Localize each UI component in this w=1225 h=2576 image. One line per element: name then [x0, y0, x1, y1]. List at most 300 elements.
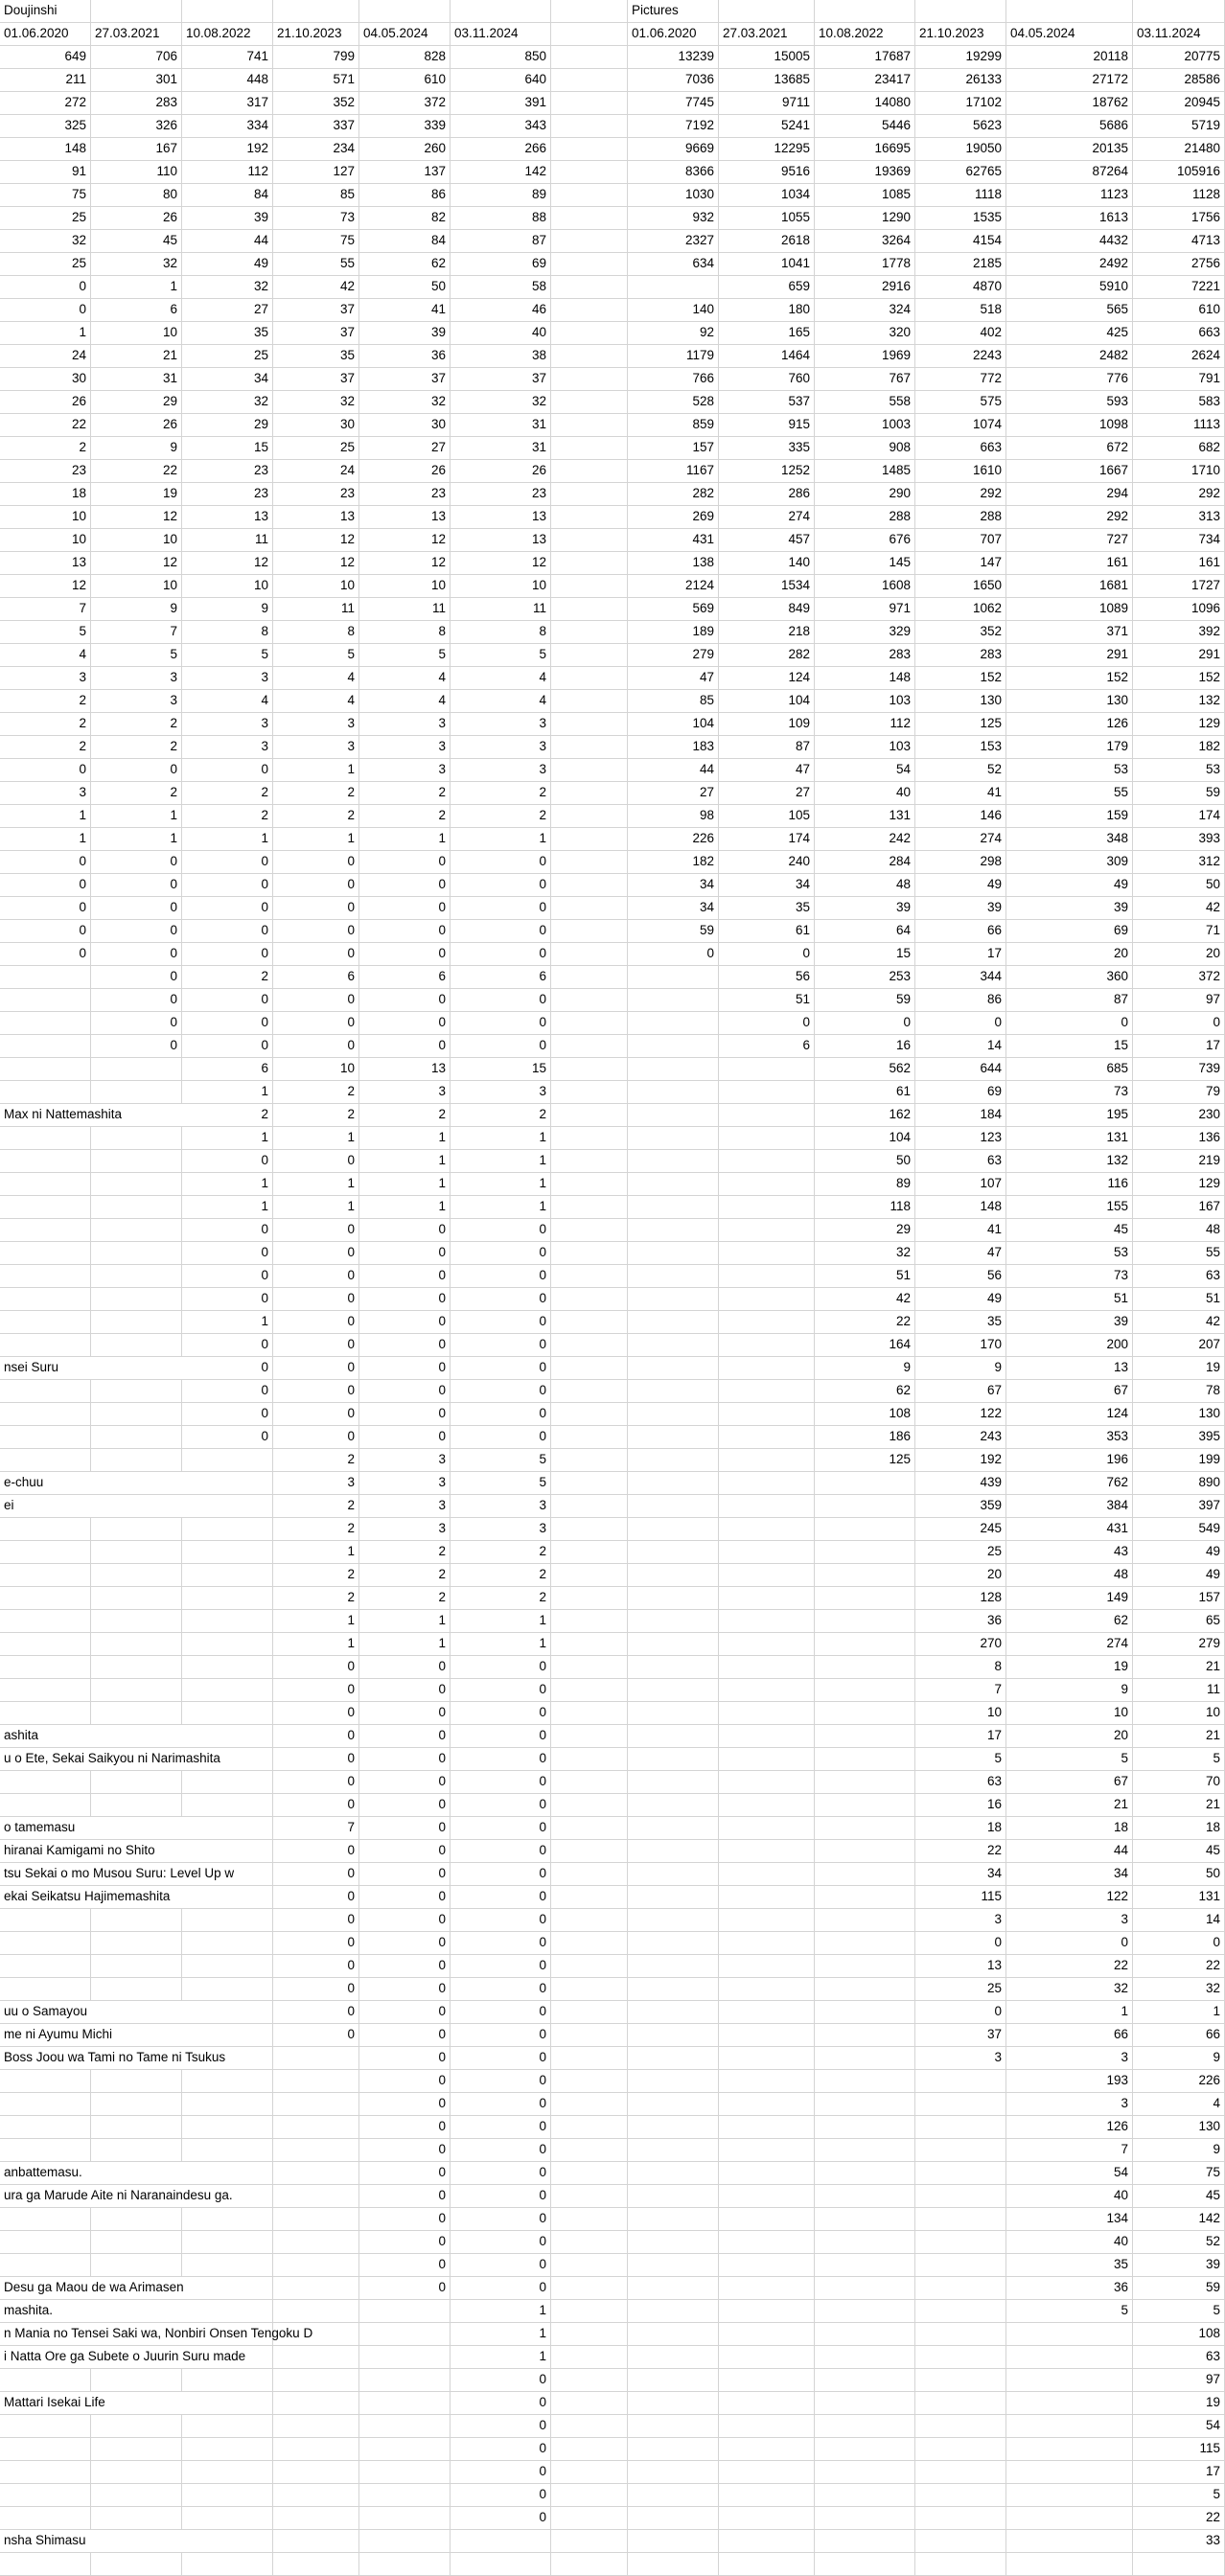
doujinshi-value-cell[interactable]: 0	[359, 1794, 451, 1817]
sheet-cell[interactable]	[628, 1495, 719, 1518]
pictures-value-cell[interactable]: 292	[1006, 506, 1133, 529]
pictures-value-cell[interactable]: 0	[1133, 1932, 1225, 1955]
doujinshi-value-cell[interactable]: 1	[0, 322, 91, 345]
pictures-value-cell[interactable]: 179	[1006, 736, 1133, 759]
sheet-cell[interactable]	[719, 1449, 815, 1472]
doujinshi-value-cell[interactable]: 0	[273, 1150, 359, 1173]
pictures-value-cell[interactable]: 663	[1133, 322, 1225, 345]
pictures-value-cell[interactable]: 145	[815, 552, 915, 575]
sheet-cell[interactable]	[551, 115, 628, 138]
doujinshi-value-cell[interactable]: 15	[182, 437, 273, 460]
sheet-cell[interactable]	[273, 2530, 359, 2553]
pictures-value-cell[interactable]: 20118	[1006, 46, 1133, 69]
sheet-cell[interactable]	[815, 1748, 915, 1771]
pictures-value-cell[interactable]: 762	[1006, 1472, 1133, 1495]
pictures-value-cell[interactable]: 282	[719, 644, 815, 667]
date-header-cell[interactable]: 04.05.2024	[359, 23, 451, 46]
pictures-value-cell[interactable]: 298	[915, 851, 1006, 874]
pictures-value-cell[interactable]: 0	[815, 1012, 915, 1035]
sheet-cell[interactable]	[91, 1219, 182, 1242]
pictures-value-cell[interactable]: 1650	[915, 575, 1006, 598]
doujinshi-value-cell[interactable]: 0	[451, 1242, 551, 1265]
sheet-cell[interactable]	[0, 1955, 91, 1978]
sheet-cell[interactable]	[719, 1127, 815, 1150]
doujinshi-value-cell[interactable]: 23	[451, 483, 551, 506]
sheet-cell[interactable]	[91, 1058, 182, 1081]
pictures-value-cell[interactable]: 685	[1006, 1058, 1133, 1081]
pictures-value-cell[interactable]: 180	[719, 299, 815, 322]
doujinshi-value-cell[interactable]: 3	[91, 667, 182, 690]
pictures-value-cell[interactable]: 20	[1006, 1725, 1133, 1748]
sheet-cell[interactable]	[91, 1564, 182, 1587]
pictures-value-cell[interactable]: 0	[915, 1012, 1006, 1035]
sheet-cell[interactable]	[719, 1587, 815, 1610]
doujinshi-value-cell[interactable]: 84	[182, 184, 273, 207]
pictures-value-cell[interactable]: 392	[1133, 621, 1225, 644]
sheet-cell[interactable]	[719, 2162, 815, 2185]
pictures-value-cell[interactable]: 85	[628, 690, 719, 713]
sheet-cell[interactable]	[719, 2415, 815, 2438]
sheet-cell[interactable]	[628, 1288, 719, 1311]
doujinshi-value-cell[interactable]: 0	[359, 1978, 451, 2001]
sheet-cell[interactable]	[91, 2093, 182, 2116]
doujinshi-value-cell[interactable]: 0	[182, 1242, 273, 1265]
doujinshi-value-cell[interactable]: 10	[91, 575, 182, 598]
sheet-cell[interactable]	[551, 1449, 628, 1472]
pictures-value-cell[interactable]: 142	[1133, 2208, 1225, 2231]
date-header-cell[interactable]: 03.11.2024	[451, 23, 551, 46]
sheet-cell[interactable]	[0, 1702, 91, 1725]
sheet-cell[interactable]	[551, 0, 628, 23]
sheet-cell[interactable]	[915, 2116, 1006, 2139]
sheet-cell[interactable]	[551, 1058, 628, 1081]
sheet-cell[interactable]	[1006, 2323, 1133, 2346]
pictures-value-cell[interactable]: 131	[815, 805, 915, 828]
pictures-value-cell[interactable]: 92	[628, 322, 719, 345]
doujinshi-value-cell[interactable]: 6	[359, 966, 451, 989]
pictures-value-cell[interactable]: 71	[1133, 920, 1225, 943]
pictures-value-cell[interactable]: 5	[1133, 2300, 1225, 2323]
doujinshi-value-cell[interactable]: 0	[91, 851, 182, 874]
sheet-cell[interactable]	[719, 1863, 815, 1886]
sheet-cell[interactable]	[551, 552, 628, 575]
doujinshi-value-cell[interactable]: 30	[0, 368, 91, 391]
pictures-value-cell[interactable]: 1128	[1133, 184, 1225, 207]
sheet-cell[interactable]	[359, 2553, 451, 2576]
pictures-value-cell[interactable]: 63	[1133, 1265, 1225, 1288]
doujinshi-value-cell[interactable]: 0	[182, 874, 273, 897]
sheet-cell[interactable]	[815, 2392, 915, 2415]
pictures-value-cell[interactable]: 286	[719, 483, 815, 506]
pictures-value-cell[interactable]: 97	[1133, 2369, 1225, 2392]
sheet-cell[interactable]	[91, 0, 182, 23]
sheet-cell[interactable]	[0, 1311, 91, 1334]
pictures-value-cell[interactable]: 105	[719, 805, 815, 828]
sheet-cell[interactable]	[915, 2139, 1006, 2162]
doujinshi-value-cell[interactable]: 112	[182, 161, 273, 184]
doujinshi-value-cell[interactable]: 0	[359, 1863, 451, 1886]
pictures-value-cell[interactable]: 313	[1133, 506, 1225, 529]
doujinshi-value-cell[interactable]: 0	[273, 1794, 359, 1817]
pictures-value-cell[interactable]: 0	[719, 1012, 815, 1035]
pictures-value-cell[interactable]: 0	[915, 1932, 1006, 1955]
row-label-cell[interactable]: ekai Seikatsu Hajimemashita	[0, 1886, 249, 1909]
sheet-cell[interactable]	[551, 1610, 628, 1633]
pictures-value-cell[interactable]: 65	[1133, 1610, 1225, 1633]
doujinshi-value-cell[interactable]: 0	[359, 1817, 451, 1840]
doujinshi-value-cell[interactable]: 0	[359, 1357, 451, 1380]
doujinshi-value-cell[interactable]: 0	[91, 989, 182, 1012]
doujinshi-value-cell[interactable]: 11	[273, 598, 359, 621]
pictures-value-cell[interactable]: 130	[1133, 2116, 1225, 2139]
sheet-cell[interactable]	[815, 2070, 915, 2093]
sheet-cell[interactable]	[915, 2323, 1006, 2346]
pictures-value-cell[interactable]: 87264	[1006, 161, 1133, 184]
sheet-cell[interactable]	[451, 0, 551, 23]
sheet-cell[interactable]	[551, 1955, 628, 1978]
sheet-cell[interactable]	[551, 1518, 628, 1541]
sheet-cell[interactable]	[628, 2024, 719, 2047]
pictures-value-cell[interactable]: 1179	[628, 345, 719, 368]
sheet-cell[interactable]	[628, 1679, 719, 1702]
pictures-value-cell[interactable]: 41	[915, 782, 1006, 805]
pictures-value-cell[interactable]: 61	[815, 1081, 915, 1104]
sheet-cell[interactable]	[91, 2484, 182, 2507]
doujinshi-value-cell[interactable]: 40	[451, 322, 551, 345]
doujinshi-value-cell[interactable]: 3	[359, 1495, 451, 1518]
pictures-value-cell[interactable]: 9516	[719, 161, 815, 184]
sheet-cell[interactable]	[182, 1955, 273, 1978]
doujinshi-value-cell[interactable]: 6	[91, 299, 182, 322]
pictures-value-cell[interactable]: 104	[815, 1127, 915, 1150]
sheet-cell[interactable]	[359, 2438, 451, 2461]
sheet-cell[interactable]	[551, 529, 628, 552]
sheet-cell[interactable]	[815, 1518, 915, 1541]
doujinshi-value-cell[interactable]: 1	[182, 1311, 273, 1334]
doujinshi-value-cell[interactable]: 0	[451, 2162, 551, 2185]
pictures-value-cell[interactable]: 184	[915, 1104, 1006, 1127]
pictures-value-cell[interactable]: 290	[815, 483, 915, 506]
pictures-value-cell[interactable]: 15005	[719, 46, 815, 69]
pictures-value-cell[interactable]: 159	[1006, 805, 1133, 828]
sheet-cell[interactable]	[0, 2139, 91, 2162]
pictures-value-cell[interactable]: 40	[1006, 2231, 1133, 2254]
doujinshi-value-cell[interactable]: 10	[182, 575, 273, 598]
sheet-cell[interactable]	[91, 1771, 182, 1794]
doujinshi-value-cell[interactable]: 0	[0, 897, 91, 920]
pictures-value-cell[interactable]: 1096	[1133, 598, 1225, 621]
pictures-value-cell[interactable]: 1464	[719, 345, 815, 368]
row-label-cell[interactable]: n Mania no Tensei Saki wa, Nonbiri Onsen Tengoku D	[0, 2323, 249, 2346]
pictures-value-cell[interactable]: 53	[1006, 1242, 1133, 1265]
pictures-value-cell[interactable]: 274	[915, 828, 1006, 851]
doujinshi-value-cell[interactable]: 0	[273, 1242, 359, 1265]
doujinshi-value-cell[interactable]: 11	[182, 529, 273, 552]
sheet-cell[interactable]	[551, 943, 628, 966]
doujinshi-value-cell[interactable]: 3	[451, 713, 551, 736]
sheet-cell[interactable]	[0, 1449, 91, 1472]
sheet-cell[interactable]	[815, 1955, 915, 1978]
sheet-cell[interactable]	[719, 1840, 815, 1863]
sheet-cell[interactable]	[551, 1656, 628, 1679]
pictures-value-cell[interactable]: 49	[1133, 1564, 1225, 1587]
doujinshi-value-cell[interactable]: 32	[451, 391, 551, 414]
sheet-cell[interactable]	[628, 1564, 719, 1587]
pictures-value-cell[interactable]: 19	[1133, 2392, 1225, 2415]
pictures-value-cell[interactable]: 157	[1133, 1587, 1225, 1610]
pictures-value-cell[interactable]: 279	[1133, 1633, 1225, 1656]
doujinshi-value-cell[interactable]: 339	[359, 115, 451, 138]
sheet-cell[interactable]	[91, 2208, 182, 2231]
sheet-cell[interactable]	[719, 2231, 815, 2254]
pictures-value-cell[interactable]: 2618	[719, 230, 815, 253]
sheet-cell[interactable]	[815, 2277, 915, 2300]
sheet-cell[interactable]	[182, 2507, 273, 2530]
pictures-value-cell[interactable]: 140	[628, 299, 719, 322]
doujinshi-value-cell[interactable]: 9	[91, 598, 182, 621]
sheet-cell[interactable]	[182, 2116, 273, 2139]
sheet-cell[interactable]	[719, 1357, 815, 1380]
doujinshi-value-cell[interactable]: 0	[273, 1288, 359, 1311]
doujinshi-value-cell[interactable]: 23	[273, 483, 359, 506]
doujinshi-value-cell[interactable]: 5	[182, 644, 273, 667]
pictures-value-cell[interactable]: 372	[1133, 966, 1225, 989]
sheet-cell[interactable]	[628, 1886, 719, 1909]
sheet-cell[interactable]	[0, 2254, 91, 2277]
sheet-cell[interactable]	[551, 1863, 628, 1886]
sheet-cell[interactable]	[628, 1932, 719, 1955]
doujinshi-value-cell[interactable]: 2	[182, 1104, 273, 1127]
sheet-cell[interactable]	[719, 1403, 815, 1426]
doujinshi-value-cell[interactable]: 35	[182, 322, 273, 345]
doujinshi-value-cell[interactable]: 0	[359, 2093, 451, 2116]
sheet-cell[interactable]	[551, 759, 628, 782]
sheet-cell[interactable]	[628, 2277, 719, 2300]
doujinshi-value-cell[interactable]: 0	[359, 2231, 451, 2254]
doujinshi-value-cell[interactable]: 3	[0, 667, 91, 690]
doujinshi-value-cell[interactable]: 0	[359, 1242, 451, 1265]
pictures-value-cell[interactable]: 21480	[1133, 138, 1225, 161]
sheet-cell[interactable]	[551, 1771, 628, 1794]
pictures-value-cell[interactable]: 1756	[1133, 207, 1225, 230]
sheet-cell[interactable]	[719, 1955, 815, 1978]
pictures-value-cell[interactable]: 9669	[628, 138, 719, 161]
doujinshi-value-cell[interactable]: 1	[359, 1173, 451, 1196]
doujinshi-value-cell[interactable]: 37	[451, 368, 551, 391]
sheet-cell[interactable]	[719, 2507, 815, 2530]
doujinshi-value-cell[interactable]: 0	[451, 1265, 551, 1288]
pictures-value-cell[interactable]: 291	[1006, 644, 1133, 667]
doujinshi-value-cell[interactable]: 192	[182, 138, 273, 161]
pictures-value-cell[interactable]: 20	[915, 1564, 1006, 1587]
pictures-value-cell[interactable]: 1778	[815, 253, 915, 276]
sheet-cell[interactable]	[273, 2254, 359, 2277]
sheet-cell[interactable]	[273, 2461, 359, 2484]
doujinshi-value-cell[interactable]: 23	[182, 483, 273, 506]
pictures-value-cell[interactable]: 47	[719, 759, 815, 782]
sheet-cell[interactable]	[551, 299, 628, 322]
sheet-cell[interactable]	[719, 2139, 815, 2162]
sheet-cell[interactable]	[628, 276, 719, 299]
pictures-value-cell[interactable]: 87	[719, 736, 815, 759]
sheet-cell[interactable]	[551, 920, 628, 943]
sheet-cell[interactable]	[91, 1932, 182, 1955]
pictures-value-cell[interactable]: 2756	[1133, 253, 1225, 276]
sheet-cell[interactable]	[815, 2553, 915, 2576]
doujinshi-value-cell[interactable]: 12	[273, 552, 359, 575]
sheet-cell[interactable]	[551, 2093, 628, 2116]
sheet-cell[interactable]	[815, 2001, 915, 2024]
sheet-cell[interactable]	[551, 161, 628, 184]
sheet-cell[interactable]	[91, 1702, 182, 1725]
sheet-cell[interactable]	[91, 1978, 182, 2001]
pictures-value-cell[interactable]: 18	[1006, 1817, 1133, 1840]
pictures-value-cell[interactable]: 25	[915, 1541, 1006, 1564]
doujinshi-value-cell[interactable]: 2	[359, 1104, 451, 1127]
doujinshi-value-cell[interactable]: 0	[273, 1426, 359, 1449]
doujinshi-value-cell[interactable]: 0	[273, 1656, 359, 1679]
pictures-value-cell[interactable]: 1123	[1006, 184, 1133, 207]
sheet-cell[interactable]	[628, 2484, 719, 2507]
doujinshi-value-cell[interactable]: 10	[451, 575, 551, 598]
sheet-cell[interactable]	[91, 1265, 182, 1288]
doujinshi-value-cell[interactable]: 6	[451, 966, 551, 989]
doujinshi-value-cell[interactable]: 1	[182, 1173, 273, 1196]
sheet-cell[interactable]	[628, 1403, 719, 1426]
pictures-value-cell[interactable]: 760	[719, 368, 815, 391]
pictures-value-cell[interactable]: 32	[1133, 1978, 1225, 2001]
pictures-value-cell[interactable]: 219	[1133, 1150, 1225, 1173]
pictures-value-cell[interactable]: 182	[628, 851, 719, 874]
pictures-value-cell[interactable]: 644	[915, 1058, 1006, 1081]
sheet-cell[interactable]	[628, 1518, 719, 1541]
doujinshi-value-cell[interactable]: 0	[182, 897, 273, 920]
sheet-cell[interactable]	[273, 2277, 359, 2300]
doujinshi-value-cell[interactable]: 2	[451, 805, 551, 828]
sheet-cell[interactable]	[719, 1219, 815, 1242]
doujinshi-value-cell[interactable]: 0	[451, 2369, 551, 2392]
doujinshi-value-cell[interactable]: 13	[451, 506, 551, 529]
doujinshi-value-cell[interactable]: 0	[182, 1265, 273, 1288]
sheet-cell[interactable]	[628, 1196, 719, 1219]
pictures-value-cell[interactable]: 17102	[915, 92, 1006, 115]
doujinshi-value-cell[interactable]: 2	[451, 1564, 551, 1587]
doujinshi-value-cell[interactable]: 41	[359, 299, 451, 322]
sheet-cell[interactable]	[551, 2139, 628, 2162]
doujinshi-value-cell[interactable]: 10	[0, 506, 91, 529]
sheet-cell[interactable]	[551, 713, 628, 736]
sheet-cell[interactable]	[628, 2162, 719, 2185]
doujinshi-value-cell[interactable]: 0	[273, 1840, 359, 1863]
pictures-value-cell[interactable]: 5446	[815, 115, 915, 138]
doujinshi-value-cell[interactable]: 0	[451, 1725, 551, 1748]
sheet-cell[interactable]	[628, 989, 719, 1012]
pictures-value-cell[interactable]: 663	[915, 437, 1006, 460]
pictures-value-cell[interactable]: 122	[915, 1403, 1006, 1426]
pictures-value-cell[interactable]: 193	[1006, 2070, 1133, 2093]
doujinshi-value-cell[interactable]: 5	[451, 1449, 551, 1472]
pictures-value-cell[interactable]: 103	[815, 736, 915, 759]
pictures-value-cell[interactable]: 165	[719, 322, 815, 345]
pictures-value-cell[interactable]: 66	[1006, 2024, 1133, 2047]
sheet-cell[interactable]	[1006, 2461, 1133, 2484]
doujinshi-value-cell[interactable]: 27	[182, 299, 273, 322]
sheet-cell[interactable]	[719, 1541, 815, 1564]
doujinshi-value-cell[interactable]: 0	[451, 1403, 551, 1426]
sheet-cell[interactable]	[551, 207, 628, 230]
sheet-cell[interactable]	[815, 2139, 915, 2162]
doujinshi-value-cell[interactable]: 0	[451, 1012, 551, 1035]
doujinshi-value-cell[interactable]: 0	[91, 1035, 182, 1058]
doujinshi-value-cell[interactable]: 706	[91, 46, 182, 69]
sheet-cell[interactable]	[719, 1288, 815, 1311]
sheet-cell[interactable]	[1006, 2415, 1133, 2438]
pictures-value-cell[interactable]: 932	[628, 207, 719, 230]
doujinshi-value-cell[interactable]: 2	[91, 782, 182, 805]
doujinshi-value-cell[interactable]: 0	[451, 2415, 551, 2438]
doujinshi-value-cell[interactable]: 7	[91, 621, 182, 644]
sheet-cell[interactable]	[551, 2300, 628, 2323]
sheet-cell[interactable]	[1006, 2369, 1133, 2392]
pictures-value-cell[interactable]: 129	[1133, 713, 1225, 736]
doujinshi-value-cell[interactable]: 4	[359, 690, 451, 713]
sheet-cell[interactable]	[719, 2346, 815, 2369]
doujinshi-value-cell[interactable]: 45	[91, 230, 182, 253]
sheet-cell[interactable]	[1133, 2553, 1225, 2576]
doujinshi-value-cell[interactable]: 0	[451, 2139, 551, 2162]
sheet-cell[interactable]	[628, 1725, 719, 1748]
sheet-cell[interactable]	[0, 1541, 91, 1564]
doujinshi-value-cell[interactable]: 24	[0, 345, 91, 368]
pictures-value-cell[interactable]: 348	[1006, 828, 1133, 851]
doujinshi-value-cell[interactable]: 2	[359, 1587, 451, 1610]
pictures-value-cell[interactable]: 2492	[1006, 253, 1133, 276]
pictures-value-cell[interactable]: 28586	[1133, 69, 1225, 92]
pictures-value-cell[interactable]: 312	[1133, 851, 1225, 874]
doujinshi-value-cell[interactable]: 2	[273, 1564, 359, 1587]
sheet-cell[interactable]	[628, 1702, 719, 1725]
pictures-value-cell[interactable]: 55	[1133, 1242, 1225, 1265]
pictures-value-cell[interactable]: 2243	[915, 345, 1006, 368]
doujinshi-value-cell[interactable]: 3	[273, 736, 359, 759]
doujinshi-value-cell[interactable]: 1	[273, 1173, 359, 1196]
pictures-value-cell[interactable]: 45	[1006, 1219, 1133, 1242]
doujinshi-value-cell[interactable]: 0	[273, 1679, 359, 1702]
doujinshi-value-cell[interactable]: 0	[451, 1886, 551, 1909]
doujinshi-value-cell[interactable]: 0	[451, 2277, 551, 2300]
sheet-cell[interactable]	[551, 2047, 628, 2070]
sheet-cell[interactable]	[719, 1794, 815, 1817]
pictures-value-cell[interactable]: 61	[719, 920, 815, 943]
doujinshi-value-cell[interactable]: 21	[91, 345, 182, 368]
pictures-value-cell[interactable]: 324	[815, 299, 915, 322]
pictures-value-cell[interactable]: 53	[1006, 759, 1133, 782]
sheet-cell[interactable]	[815, 1564, 915, 1587]
sheet-cell[interactable]	[91, 1426, 182, 1449]
doujinshi-value-cell[interactable]: 352	[273, 92, 359, 115]
pictures-value-cell[interactable]: 43	[1006, 1541, 1133, 1564]
pictures-value-cell[interactable]: 767	[815, 368, 915, 391]
sheet-cell[interactable]	[91, 2438, 182, 2461]
sheet-cell[interactable]	[915, 2162, 1006, 2185]
doujinshi-value-cell[interactable]: 649	[0, 46, 91, 69]
doujinshi-value-cell[interactable]: 1	[451, 1127, 551, 1150]
pictures-value-cell[interactable]: 19	[1133, 1357, 1225, 1380]
sheet-cell[interactable]	[551, 1633, 628, 1656]
sheet-cell[interactable]	[0, 1587, 91, 1610]
pictures-value-cell[interactable]: 12295	[719, 138, 815, 161]
pictures-value-cell[interactable]: 2624	[1133, 345, 1225, 368]
